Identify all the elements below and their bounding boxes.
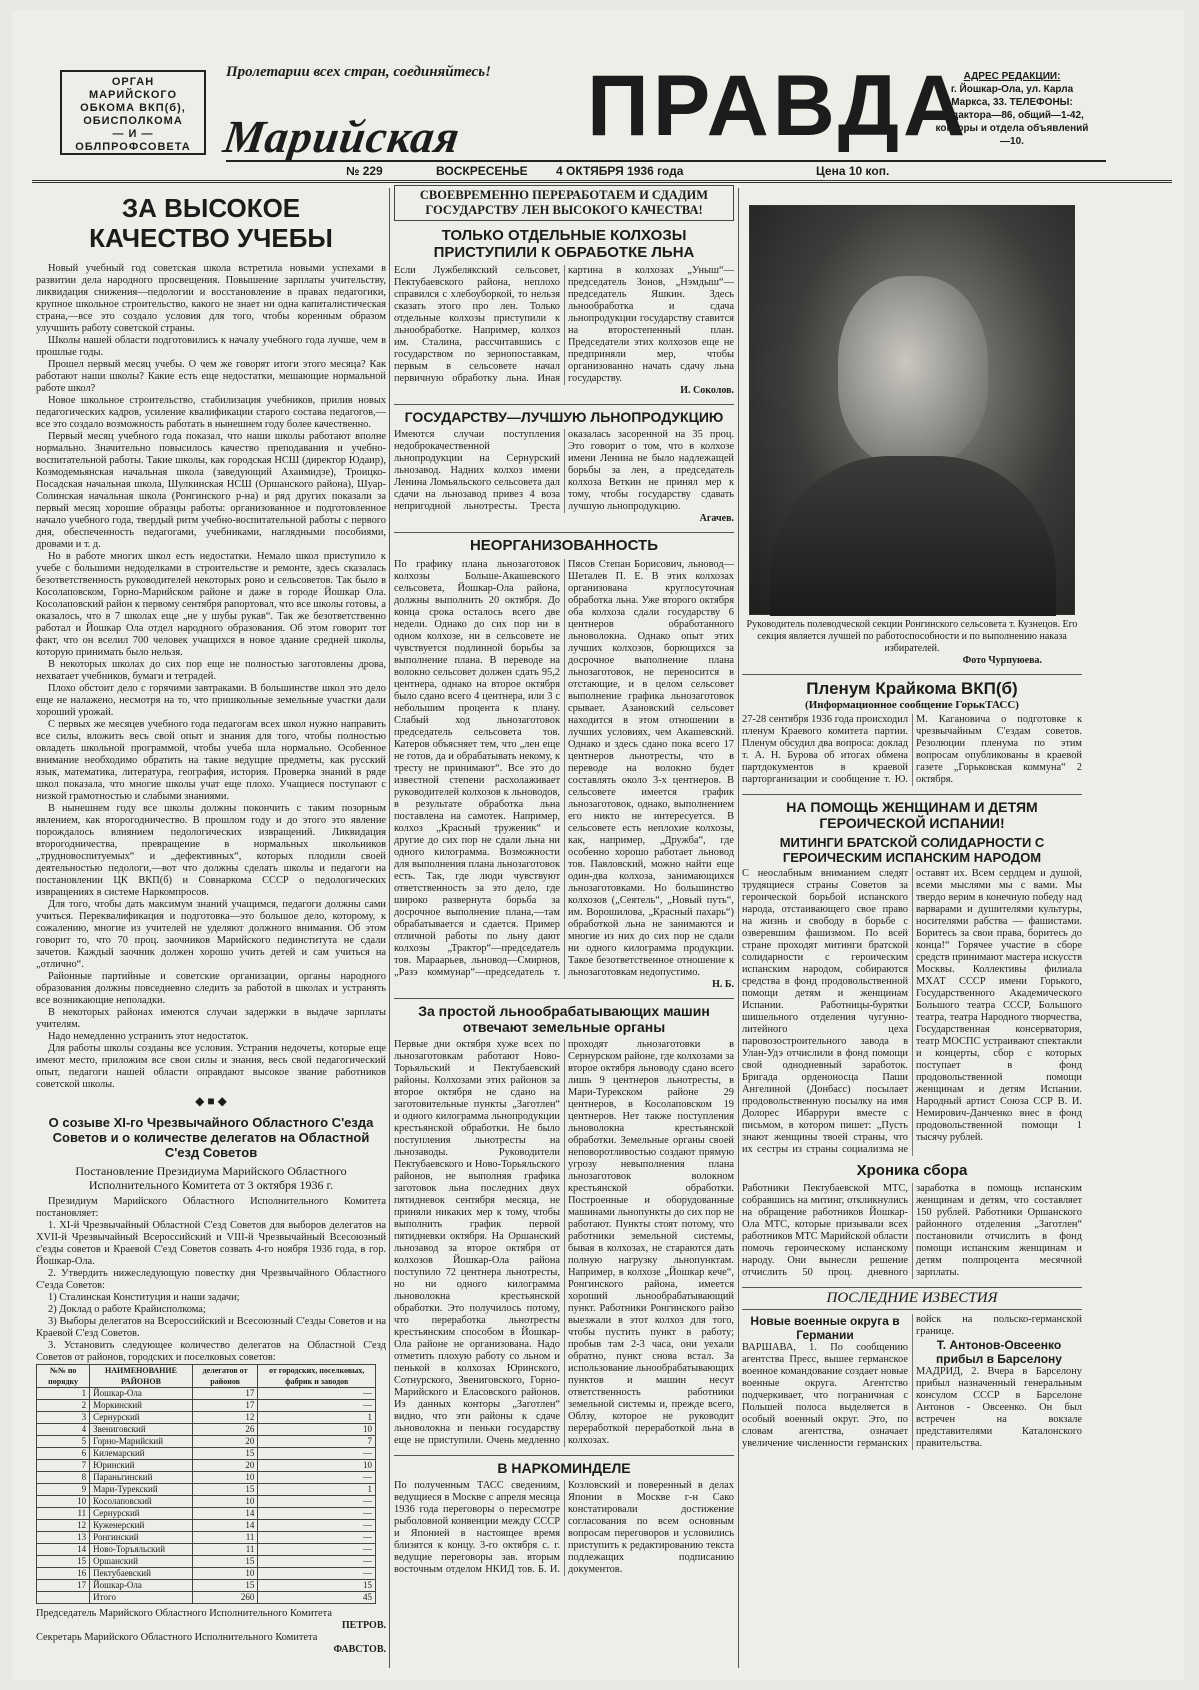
table-cell: 3 — [37, 1412, 90, 1424]
table-cell: 4 — [37, 1424, 90, 1436]
table-total-row — [37, 1592, 376, 1604]
decree-body — [36, 1196, 386, 1364]
issue-weekday: ВОСКРЕСЕНЬЕ — [436, 164, 528, 178]
table-cell: — — [258, 1388, 376, 1400]
table-row — [37, 1472, 376, 1484]
table-cell: — — [258, 1544, 376, 1556]
paragraph: В некоторых школах до сих пор еще не полностью заготовлены дрова, нехватает учебников, бумаги и тетрадей. — [36, 659, 386, 682]
paragraph: С первых же месяцев учебного года педагогам всех школ нужно направить все силы, вложить весь свой опыт и знания для того, чтобы полностью овладеть школьной программой, чтобы учеба шла нормально. Особенное внимание необходимо обратить на такие ведущие предметы, как русский язык, математика, литература, география, история. Проверка знаний в ряде школ показала, что многие школы учат еще плохо. Учащиеся поступают с низкой грамотностью и слабыми знаниями. — [36, 719, 386, 802]
table-cell: 2 — [37, 1400, 90, 1412]
newspaper-page — [12, 10, 1184, 1680]
editorial-headline: ЗА ВЫСОКОЕ КАЧЕСТВО УЧЕБЫ — [89, 193, 333, 253]
table-cell: 10 — [192, 1496, 258, 1508]
news-headline: Т. Антонов-Овсеенко прибыл в Барселону — [936, 1338, 1062, 1366]
signature-name: ФАВСТОВ. — [333, 1644, 386, 1655]
table-cell: Юринский — [90, 1460, 193, 1472]
organ-box — [60, 70, 206, 155]
paragraph: 1) Сталинская Конституция и наши задачи; — [48, 1292, 240, 1303]
column-divider — [389, 188, 390, 1668]
paragraph: Но в работе многих школ есть недостатки. Немало школ приступило к учебе с большими недоделками в строительстве и ремонте, здесь сказалась безответственность руководителей некоторых роно и сельсоветов. Так было в Косолаповском, Горно-Марийском районе и даже в городе Йошкар Ола. Косолаповский район к первому сентября рапортовал, что все школы готовы, а оказалось, что в 7 школах еще „не у шубы рукав“. Так же безответственно работал и Йошкар Ола отдел народного образования. Об этом говорит тот факт, что он вселил 700 человек учащихся в новое здание средней школы, которую принимать было нельзя. — [36, 551, 386, 658]
table-cell: Итого — [90, 1592, 193, 1604]
table-cell: 14 — [192, 1520, 258, 1532]
latest-news — [742, 1314, 1082, 1450]
table-cell: 12 — [37, 1520, 90, 1532]
news-body: МАДРИД, 2. Вчера в Барселону прибыл назначенный генеральным консулом СССР в Барселоне Антонов - Овсеенко. Он был встречен на вокзале представителями Каталонского правительства. — [916, 1366, 1082, 1449]
table-header: №№ по порядку — [37, 1365, 90, 1388]
table-cell: 6 — [37, 1448, 90, 1460]
title-pravda: ПРАВДА — [587, 58, 970, 154]
ornament-divider: ◆ ■ ◆ — [195, 1094, 227, 1108]
table-row — [37, 1400, 376, 1412]
table-header: делегатов от районов — [192, 1365, 258, 1388]
table-cell: Йошкар-Ола — [90, 1580, 193, 1592]
table-cell: 15 — [192, 1448, 258, 1460]
paragraph: Районные партийные и советские организации, органы народного образования должны повседневно следить за работой в школах и устранять все возникающие неполадки. — [36, 971, 386, 1006]
table-cell: 15 — [258, 1580, 376, 1592]
paragraph: Для того, чтобы дать максимум знаний учащимся, педагоги должны сами учиться. Переквалификация и подготовка—это большое дело, которому, к сожалению, многие из учителей не уделяют должного внимания. Об этом говорит то, что 70 проц. заочников Марийского пединститута не сдали зачетов. Каждый заочник должен хорошо учить детей и сам учиться на „отлично“. — [36, 899, 386, 970]
table-header: от городских, поселковых, фабрик и заводов — [258, 1365, 376, 1388]
delegates-table — [36, 1364, 376, 1604]
paragraph: 3) Выборы делегатов на Всероссийский и Всесоюзный С'езды Советов и на Краевой С'езд Советов. — [36, 1316, 386, 1339]
table-cell: Звениговский — [90, 1424, 193, 1436]
article-headline: В НАРКОМИНДЕЛЕ — [394, 1455, 734, 1476]
article-headline: ГОСУДАРСТВУ—ЛУЧШУЮ ЛЬНОПРОДУКЦИЮ — [394, 404, 734, 425]
article-body: Если Лужбелякский сельсовет, Пектубаевского района, неплохо справился с хлебоуборкой, то нельзя сказать этого про лен. Только отдельные колхозы приступили к льнообработке. Например, колхоз им. Сталина, рассчитавшись с государством по зернопоставкам, первым в сельсовете начал первичную обработку льна. Иная картина в колхозах „Уныш“—председатель Зонов, „Нэмдыш“—председатель Яшкин. Здесь льнообработка и сдача льнопродукции государству ставится на второстепенный план. Председатели этих колхозов еще не предприняли мер, чтобы организованно начать сдачу льна государству. — [394, 265, 734, 384]
table-cell: — — [258, 1532, 376, 1544]
table-cell: Йошкар-Ола — [90, 1388, 193, 1400]
table-cell: 5 — [37, 1436, 90, 1448]
issue-line — [226, 160, 1106, 178]
column-right — [742, 185, 1082, 1675]
table-cell: 10 — [258, 1460, 376, 1472]
title-mari: Марийская — [220, 111, 464, 162]
table-row — [37, 1496, 376, 1508]
article-body: Первые дни октября хуже всех по льнозаготовкам работают Ново-Торьяльский и Пектубаевский районы. Колхозами этих районов за второе октября не сдано на заготовительные пункты „Заготлен“ и одного килограмма льнопродукции крестьянской обработки. Не было поступления льнотресты на льнозаводы. Руководители Пектубаевского и Ново-Торьяльского районов, не выполняя графика заготовок льна последних двух пятидневок сентября месяца, не приняли никаких мер к тому, чтобы выполнить график первой пятидневки октября. На Оршанский льнозавод за второе октября от колхозов Йошкар-Ола района поступило 72 центнера льнотресты, но ни одного килограмма льноволокна крестьянской обработки. Это получилось потому, что переработка льнотресты крестьянским способом в Йошкар-Ола районе не организована. Надо отметить плохую работу со льном и пенькой в колхозах Юринского, Сотнурского, Звениговского, Горно-Марийского и Еласовского районов. Из данных конторы „Заготлен“ видно, что эти районы к сдаче льноволокна и пеньки государству еще не приступили. Очень медленно проходят льнозаготовки в Сернурском районе, где колхозами за второе октября льноводу сдано всего лишь 9 центнеров льнотресты, в Мари-Турекском районе 29 центнеров, в Косолаповском 19 центнеров. Нет также поступления льноволокна крестьянской обработки. Земельные органы своей неповоротливостью создают прямую угрозу невыполнения плана льнозаготовок волокном крестьянской обработки. Построенные и оборудованные машинами льнопункты до сих пор не работают. Пункты стоят потому, что работники земельной системы, бывая в колхозах, не стараются дать полную нагрузку льнопунктам. Например, в колхозе „Йошкар кече“, Ронгинского района, имеется хороший льнообрабатывающий пункт. Работники Ронгинского райзо выезжали в этот колхоз для того, чтобы пустить пункт в работу; пробыв там 2-3 часа, они уехали обратно, пункт снова встал. За использование льнообрабатывающих пунктов и машин несут ответственность работники земельной системы и, прежде всего, Облзу, которое не руководит переработкой переработкой льна в колхозах. — [394, 1039, 734, 1446]
table-cell: 13 — [37, 1532, 90, 1544]
paragraph: 3. Установить следующее количество делегатов на Областной С'езд Советов от районов, городских и поселковых советов: — [36, 1340, 386, 1363]
photo-credit: Фото Чурпуюева. — [962, 655, 1042, 666]
table-cell: 1 — [258, 1412, 376, 1424]
address-text: г. Йошкар-Ола, ул. Карла Маркса, 33. ТЕЛЕФОНЫ: редактора—86, общий—1-42, конторы и отдела объявлений—10. — [935, 84, 1089, 147]
table-cell: 10 — [258, 1424, 376, 1436]
table-cell: Косолаповский — [90, 1496, 193, 1508]
spain-banner: НА ПОМОЩЬ ЖЕНЩИНАМ И ДЕТЯМ ГЕРОИЧЕСКОЙ ИСПАНИИ! — [742, 794, 1082, 831]
table-cell: Куженерский — [90, 1520, 193, 1532]
news-body: ВАРШАВА, 1. По сообщению агентства Пресс, вышее германское военное командование создает новые военные округа. Агентство подчеркивает, что пограничная с Польшей полоса выделяется в особый военный округ. Это, по словам агентства, означает увеличение численности германских войск на польско-германской границе. — [742, 1314, 1082, 1449]
signature-label: Председатель Марийского Областного Исполнительного Комитета — [36, 1608, 332, 1619]
issue-number: № 229 — [346, 164, 383, 178]
table-body — [37, 1388, 376, 1592]
paragraph: Президиум Марийского Областного Исполнительного Комитета постановляет: — [36, 1196, 386, 1219]
table-cell: 45 — [258, 1592, 376, 1604]
article-body: По графику плана льнозаготовок колхозы Больше-Акашевского сельсовета, Йошкар-Ола района, должны выполнить 20 октября. До конца срока осталось всего две недели. Однако до сих пор ни в одном колхозе, ни в сельсовете не чувствуется подлинной борьбы за выполнение плана. В переводе на волокно сельсовет должен сдать 95,2 центнера, однако на второе октября было сдано всего 4 центнера, или 3 с небольшим процента к плану. Слабый ход льнозаготовок председатель сельсовета тов. Катеров объясняет тем, что „лен еще не готов, да и обрабатывать некому, к тресту не принимают“. Все это до известной степени расхолаживает руководителей колхозов к льноводов, в результате обработка льна поставлена на самотек. Например, колхоз „Красный труженик“ и другие до сих пор не сдали льна ни одного килограмма. Возможности для выполнения плана льнозаготовок есть. Так, где люди чувствуют ответственность за это дело, где широко развернута борьба за досрочное выполнение плана,—там обрабатывается и сдается. Пример отличной работы по льну дают колхозы „Трактор“—председатель тов. Мараарьев, льновод—Смирнов, „Разэ коммунар“—председатель т. Пясов Степан Борисович, льновод—Шеталев П. Е. В этих колхозах организована круглосуточная обработка льна. Уже второго октября оба колхоза сдали государству 6 центнеров обработанного льноволокна. Однако опыт этих лучших колхозов, борющихся за досрочное выполнение плана льнозаготовок, не переносится в отстающие, и в целом сельсовет выполнение графика льнозаготовок срывает. Азановский сельсовет находится в этом отношении в лучших условиях, чем Акашевский. Однако и здесь сдано пока всего 17 центнеров льнотресты, что в переводе на волокно будет составлять около 3-х центнеров. В сельсовете имеется график льнозаготовок, однако, выполнением его никто не интересуется. В сельсовете есть неплохие колхозы, как, например, „Дружба“, где особенно хорошо работает льновод тов. Павловский, можно найти еще один-два колхоза, занимающихся льнозаготовками. Но большинство колхозов („Сеятель“, „Новый путь“, им. Ворошилова, „Красный пахарь“) обработкой льна не занимаются и многие из них до сих пор не сдали ни одного килограмма продукции. Такое безответственное отношение к льнозаготовкам недопустимо. — [394, 559, 734, 978]
paragraph: Прошел первый месяц учебы. О чем же говорят итоги этого месяца? Как работают наши школы? Какие есть еще недостатки, мешающие нормальной работе школ? — [36, 359, 386, 394]
slogan: Пролетарии всех стран, соединяйтесь! — [226, 64, 491, 80]
table-cell: 15 — [192, 1484, 258, 1496]
organ-line: ОБИСПОЛКОМА — [83, 115, 183, 127]
news-headline: Новые военные округа в Германии — [750, 1314, 900, 1342]
table-cell: — — [258, 1556, 376, 1568]
decree-title: О созыве XI-го Чрезвычайного Областного С'езда Советов и о количестве делегатов на Областной С'езд Советов — [48, 1115, 374, 1160]
masthead-rule — [32, 180, 1172, 183]
table-cell: 10 — [192, 1472, 258, 1484]
table-cell: Ронгинский — [90, 1532, 193, 1544]
table-cell: 9 — [37, 1484, 90, 1496]
table-row — [37, 1448, 376, 1460]
table-cell: 17 — [192, 1388, 258, 1400]
table-cell: — — [258, 1508, 376, 1520]
column-left — [36, 185, 386, 1675]
table-cell: — — [258, 1448, 376, 1460]
paragraph: 2. Утвердить нижеследующую повестку дня Чрезвычайного Областного С'езда Советов: — [36, 1268, 386, 1291]
table-cell: 10 — [37, 1496, 90, 1508]
editorial-body — [36, 263, 386, 1091]
issue-price: Цена 10 коп. — [816, 164, 890, 178]
table-row — [37, 1484, 376, 1496]
address-heading: АДРЕС РЕДАКЦИИ: — [963, 71, 1061, 82]
table-row — [37, 1532, 376, 1544]
table-cell: — — [258, 1520, 376, 1532]
paragraph: Для работы школы созданы все условия. Устранив недочеты, которые еще имеют место, приложим все свои силы и знания, весь свой педагогический опыт, педагоги нашей области оправдают высокое звание работников советской школы. — [36, 1043, 386, 1090]
table-cell: 1 — [37, 1388, 90, 1400]
signature-label: Секретарь Марийского Областного Исполнительного Комитета — [36, 1632, 318, 1643]
table-row — [37, 1424, 376, 1436]
photo-caption: Руководитель полеводческой секции Ронгинского сельсовета т. Кузнецов. Его секция является лучшей по работоспособности и по выполнению наказа избирателей. — [746, 619, 1078, 654]
table-cell: 17 — [192, 1400, 258, 1412]
editorial-address — [932, 70, 1092, 148]
table-cell: 17 — [37, 1580, 90, 1592]
table-cell: 1 — [258, 1484, 376, 1496]
paragraph: Новый учебный год советская школа встретила новыми успехами в развитии дела народного просвещения. Повышение зарплаты учительству, ликвидация снижения—педологии и восстановление в правах педагогики, крупное школьное строительство, какого не знает ни одна капиталистическая страна,—все это создало условия для того, чтобы коренным образом улучшить работу советской страны. — [36, 263, 386, 334]
table-cell: 15 — [192, 1580, 258, 1592]
portrait-body — [770, 456, 1056, 616]
column-divider — [738, 188, 739, 1668]
chronicle-body: Работники Пектубаевской МТС, собравшись на митинг, откликнулись на обращение работников Йошкар-Ола МТС, которые призывали всех работников МТС Марийской области помочь героическому испанскому народу. Они вынесли решение отчислить 50 проц. дневного заработка в помощь испанским женщинам и детям, что составляет 150 рублей. Работники Оршанского районного отделения „Заготлен“ постановили отчислить в фонд помощи испанским женщинам и детям полпроцента месячной зарплаты. — [742, 1183, 1082, 1278]
organ-line: ОБЛПРОФСОВЕТА — [75, 141, 191, 153]
table-row — [37, 1520, 376, 1532]
table-cell: 15 — [192, 1556, 258, 1568]
article-body: По полученным ТАСС сведениям, ведущиеся в Москве с апреля месяца 1936 года переговоры о пересмотре рыболовной конвенции между СССР и Японией в настоящее время близятся к концу. 3-го октября с. г. ведущие переговоры зав. вторым восточным отделом НКИД тов. Б. И. Козловский и поверенный в делах Японии в Москве г-н Сако констатировали достижение согласования по всем основным вопросам переговоров и условились приступить к редактированию текста подлежащих подписанию документов. — [394, 1480, 734, 1575]
table-row — [37, 1568, 376, 1580]
paragraph: Плохо обстоит дело с горячими завтраками. В большинстве школ это дело еще не налажено, несмотря на то, что пришкольные земельные участки дали хороший урожай. — [36, 683, 386, 718]
table-cell: 11 — [37, 1508, 90, 1520]
organ-line: МАРИЙСКОГО — [88, 89, 178, 101]
table-cell: Горно-Марийский — [90, 1436, 193, 1448]
table-cell: 20 — [192, 1436, 258, 1448]
paragraph: Новое школьное строительство, стабилизация учебников, прилив новых педагогических кадров, усиление квалификации старого состава педагогов,—все это создало возможность работать в нынешнем году более качественно. — [36, 395, 386, 430]
table-row — [37, 1436, 376, 1448]
table-cell: 8 — [37, 1472, 90, 1484]
table-cell: — — [258, 1568, 376, 1580]
table-cell: Сернурский — [90, 1412, 193, 1424]
plenum-subtitle: (Информационное сообщение ГорькТАСС) — [805, 699, 1019, 711]
table-cell: 14 — [192, 1508, 258, 1520]
article-headline: НЕОРГАНИЗОВАННОСТЬ — [394, 532, 734, 555]
table-row — [37, 1580, 376, 1592]
portrait-face — [838, 276, 988, 466]
table-cell: Пектубаевский — [90, 1568, 193, 1580]
spain-body: С неослабным вниманием следят трудящиеся страны Советов за героической борьбой испанского народа, отстаивающего свое право на жизнь и свободу в борьбе с озверевшим фашизмом. По всей стране проходят митинги братской солидарности с героическим испанским народом, собираются средства в фонд продовольственной помощи детям и женщинам Испании. Работницы-бурятки шишельного отделения чугунно-литейного цеха паровозостроительного завода в Улан-Удэ отчислили в фонд помощи свой однодневный заработок. Бригада орденоносца Паши Ангелиной (Донбасс) посылает продовольственную посылку на имя Долорес Ибаррури вместе с письмом, в котором пишет: „Пусть знают женщины твоей страны, что их сестры из страны социализма не оставят их. Всем сердцем и душой, всеми мыслями мы с вами. Мы твердо верим в конечную победу над варварами и душителями культуры, носителями рабства — фашистами. Боритесь за свои права, боритесь до конца!“ Горячее участие в сборе средств принимают мастера искусств Москвы. Коллективы филиала МХАТ СССР имени Горького, Государственного Академического Большого театра СССР, Большого театра, театра Народного творчества, Государственная консерватория, театр МОСПС устраивают спектакли и концерты, сбор с которых поступает в фонд продовольственной помощи женщинам и детям Испании. Народный артист Союза ССР В. И. Немирович-Данченко внес в фонд продовольственной помощи 1 тысячу рублей. — [742, 868, 1082, 1155]
paragraph: В некоторых районах имеются случаи задержки в выдаче зарплаты учителям. — [36, 1007, 386, 1030]
article-body: Имеются случаи поступления недоброкачественной льнопродукции на Сернурский льнозавод. Надних колхоз имени Ленина Ломьяльского сельсовета дал сдачи на льнозавод привез 4 воза непригодной льнотресты. Треста оказалась засоренной на 35 проц. Это говорит о том, что в колхозе имени Ленина не было надлежащей борьбы за лен, а председатель колхоза Веткин не принял мер к тому, чтобы государству сдавать лучшую льнопродукцию. — [394, 429, 734, 512]
signature-name: ПЕТРОВ. — [341, 1620, 386, 1631]
table-cell: 12 — [192, 1412, 258, 1424]
table-row — [37, 1544, 376, 1556]
table-row — [37, 1508, 376, 1520]
organ-line: ОРГАН — [111, 76, 155, 88]
table-cell: — — [258, 1472, 376, 1484]
organ-line: — И — — [112, 128, 154, 140]
column-middle — [394, 185, 734, 1675]
table-row — [37, 1412, 376, 1424]
table-cell: 11 — [192, 1544, 258, 1556]
latest-news-heading: ПОСЛЕДНИЕ ИЗВЕСТИЯ — [742, 1287, 1082, 1310]
plenum-headline: Пленум Крайкома ВКП(б) — [742, 674, 1082, 699]
table-cell: 16 — [37, 1568, 90, 1580]
issue-date: 4 ОКТЯБРЯ 1936 года — [556, 164, 684, 178]
table-cell: Оршанский — [90, 1556, 193, 1568]
table-header: НАИМЕНОВАНИЕ РАЙОНОВ — [90, 1365, 193, 1388]
table-cell: Мари-Турекский — [90, 1484, 193, 1496]
table-cell: 14 — [37, 1544, 90, 1556]
table-cell: — — [258, 1496, 376, 1508]
table-row — [37, 1388, 376, 1400]
table-cell: 20 — [192, 1460, 258, 1472]
paragraph: В нынешнем году все школы должны покончить с таким позорным явлением, как второгодничество. В прошлом году и до этого это явление порождалось влиянием педологических извращений. Ликвидация второгодничества, превращение в нормальных школьников „трудновоспитуемых“ и „дефективных“, которых плодили своей деятельностью педологи,—вот что должны сделать школы и педагоги на постановлении ЦК ВКП(б) и Совнаркома СССР о педологических извращениях в системе Наркомпросов. — [36, 803, 386, 898]
plenum-body: 27-28 сентября 1936 года происходил пленум Краевого комитета партии. Пленум обсудил два вопроса: доклад т. А. Н. Бурова об итогах обмена партдокументов в краевой парторганизации и сообщение т. Ю. М. Кагановича о подготовке к чрезвычайным С'ездам советов. Резолюции пленума по этим вопросам опубликованы в краевой газете „Горьковская коммуна“ 2 октября. — [742, 714, 1082, 785]
article-signature: Агачев. — [699, 513, 734, 524]
paragraph: Первый месяц учебного года показал, что наши школы работают вполне нормально. Значительно повысилось качество преподавания и учебно-воспитательной работы. Такие школы, как городская НСШ (директор Юдаир), Козмодемьянская начальная школа (заведующий Ахаимидзе), Троицко-Посадская начальная школа, Шулкинская НСШ (Оршанского района), Шуар-Солинская начальная школа (Ронгинского р-на) и ряд других показали за первый месяц хорошие образцы работы: организованное и подготовленное начало учебного года, твердый ритм учебно-воспитательной работы с первого дня, обеспеченность педагогами, учебниками, наглядными пособиями, дровами и т. д. — [36, 431, 386, 550]
table-cell: — — [258, 1400, 376, 1412]
table-cell: Килемарский — [90, 1448, 193, 1460]
paragraph: Школы нашей области подготовились к началу учебного года лучше, чем в прошлые годы. — [36, 335, 386, 358]
table-cell: Ново-Торъяльский — [90, 1544, 193, 1556]
table-cell: 15 — [37, 1556, 90, 1568]
flax-banner: СВОЕВРЕМЕННО ПЕРЕРАБОТАЕМ И СДАДИМ ГОСУДАРСТВУ ЛЕН ВЫСОКОГО КАЧЕСТВА! — [394, 185, 734, 221]
chronicle-headline: Хроника сбора — [856, 1162, 968, 1179]
table-cell: 7 — [258, 1436, 376, 1448]
table-row — [37, 1556, 376, 1568]
paragraph: 1. XI-й Чрезвычайный Областной С'езд Советов для выборов делегатов на XVII-й Чрезвычайный Всероссийский и VIII-й Чрезвычайный Всесоюзный с'езды советов и Краевой С'езд Советов созвать 4-го ноября 1936 года, в гор. Йошкар-Ола. — [36, 1220, 386, 1267]
table-cell: 11 — [192, 1532, 258, 1544]
portrait-photo — [749, 205, 1075, 615]
article-signature: И. Соколов. — [680, 385, 734, 396]
paragraph: Надо немедленно устранить этот недостаток. — [48, 1031, 249, 1042]
article-headline: За простой льнообрабатывающих машин отвечают земельные органы — [394, 998, 734, 1035]
spain-headline: МИТИНГИ БРАТСКОЙ СОЛИДАРНОСТИ С ГЕРОИЧЕСКИМ ИСПАНСКИМ НАРОДОМ — [779, 835, 1045, 865]
table-cell: 26 — [192, 1424, 258, 1436]
table-cell: Сернурский — [90, 1508, 193, 1520]
table-cell: 260 — [192, 1592, 258, 1604]
table-cell: Параньгинский — [90, 1472, 193, 1484]
table-cell: 7 — [37, 1460, 90, 1472]
decree-subtitle: Постановление Президиума Марийского Областного Исполнительного Комитета от 3 октября 1936 г. — [75, 1164, 347, 1192]
signatures — [36, 1608, 386, 1656]
table-row — [37, 1460, 376, 1472]
table-cell: Моркинский — [90, 1400, 193, 1412]
paragraph: 2) Доклад о работе Крайисполкома; — [48, 1304, 206, 1315]
organ-line: ОБКОМА ВКП(б), — [80, 102, 186, 114]
table-cell: 10 — [192, 1568, 258, 1580]
article-signature: Н. Б. — [712, 979, 734, 990]
article-headline: ТОЛЬКО ОТДЕЛЬНЫЕ КОЛХОЗЫ ПРИСТУПИЛИ К ОБРАБОТКЕ ЛЬНА — [433, 227, 695, 261]
